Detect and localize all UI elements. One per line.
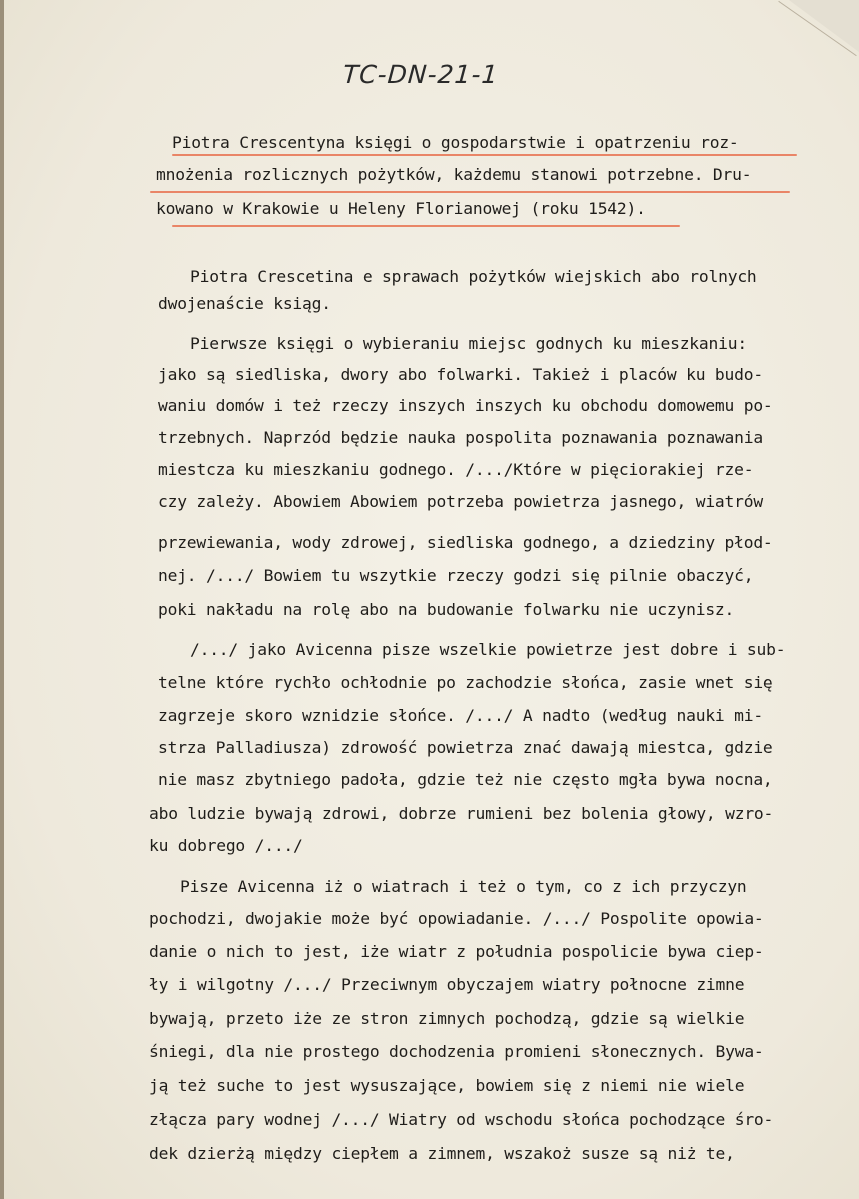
- body-line: ją też suche to jest wysuszające, bowiem się z niemi nie wiele: [149, 1076, 745, 1095]
- body-line: miestcza ku mieszkaniu godnego. /.../Które w pięciorakiej rze-: [158, 460, 754, 479]
- body-line: bywają, przeto iże ze stron zimnych pochodzą, gdzie są wielkie: [149, 1009, 745, 1028]
- title-line-2: mnożenia rozlicznych pożytków, każdemu stanowi potrzebne. Dru-: [156, 165, 752, 184]
- body-line: Pisze Avicenna iż o wiatrach i też o tym, co z ich przyczyn: [180, 877, 747, 896]
- reference-code: TC-DN-21-1: [341, 60, 500, 89]
- body-line: dwojenaście ksiąg.: [158, 294, 331, 313]
- title-underline-1: [172, 154, 797, 156]
- body-line: pochodzi, dwojakie może być opowiadanie. /.../ Pospolite opowia-: [149, 909, 764, 928]
- title-underline-2: [150, 191, 790, 193]
- body-line: złącza pary wodnej /.../ Wiatry od wschodu słońca pochodzące śro-: [149, 1110, 774, 1129]
- title-line-1: Piotra Crescentyna księgi o gospodarstwie i opatrzeniu roz-: [172, 133, 739, 152]
- body-line: ku dobrego /.../: [149, 836, 303, 855]
- body-line: abo ludzie bywają zdrowi, dobrze rumieni bez bolenia głowy, wzro-: [149, 804, 774, 823]
- body-line: nie masz zbytniego padoła, gdzie też nie często mgła bywa nocna,: [158, 770, 773, 789]
- body-line: zagrzeje skoro wznidzie słońce. /.../ A nadto (według nauki mi-: [158, 706, 763, 725]
- body-line: ły i wilgotny /.../ Przeciwnym obyczajem wiatry połnocne zimne: [149, 975, 745, 994]
- folded-corner: [789, 0, 859, 52]
- body-line: /.../ jako Avicenna pisze wszelkie powietrze jest dobre i sub-: [190, 640, 786, 659]
- body-line: telne które rychło ochłodnie po zachodzie słońca, zasie wnet się: [158, 673, 773, 692]
- body-line: strza Palladiusza) zdrowość powietrza znać dawają miestca, gdzie: [158, 738, 773, 757]
- body-line: trzebnych. Naprzód będzie nauka pospolita poznawania poznawania: [158, 428, 763, 447]
- body-line: nej. /.../ Bowiem tu wszytkie rzeczy godzi się pilnie obaczyć,: [158, 566, 754, 585]
- body-line: poki nakładu na rolę abo na budowanie folwarku nie uczynisz.: [158, 600, 735, 619]
- body-line: dek dzierżą między ciepłem a zimnem, wszakoż susze są niż te,: [149, 1144, 735, 1163]
- title-underline-3: [172, 225, 680, 227]
- body-line: Piotra Crescetina e sprawach pożytków wiejskich abo rolnych: [190, 267, 757, 286]
- body-line: śniegi, dla nie prostego dochodzenia promieni słonecznych. Bywa-: [149, 1042, 764, 1061]
- body-line: danie o nich to jest, iże wiatr z południa pospolicie bywa ciep-: [149, 942, 764, 961]
- body-line: czy zależy. Abowiem Abowiem potrzeba powietrza jasnego, wiatrów: [158, 492, 763, 511]
- body-line: waniu domów i też rzeczy inszych inszych ku obchodu domowemu po-: [158, 396, 773, 415]
- page-edge: [0, 0, 4, 1199]
- body-line: jako są siedliska, dwory abo folwarki. Takież i placów ku budo-: [158, 365, 763, 384]
- body-line: Pierwsze księgi o wybieraniu miejsc godnych ku mieszkaniu:: [190, 334, 747, 353]
- title-line-3: kowano w Krakowie u Heleny Florianowej (roku 1542).: [156, 199, 646, 218]
- body-line: przewiewania, wody zdrowej, siedliska godnego, a dziedziny płod-: [158, 533, 773, 552]
